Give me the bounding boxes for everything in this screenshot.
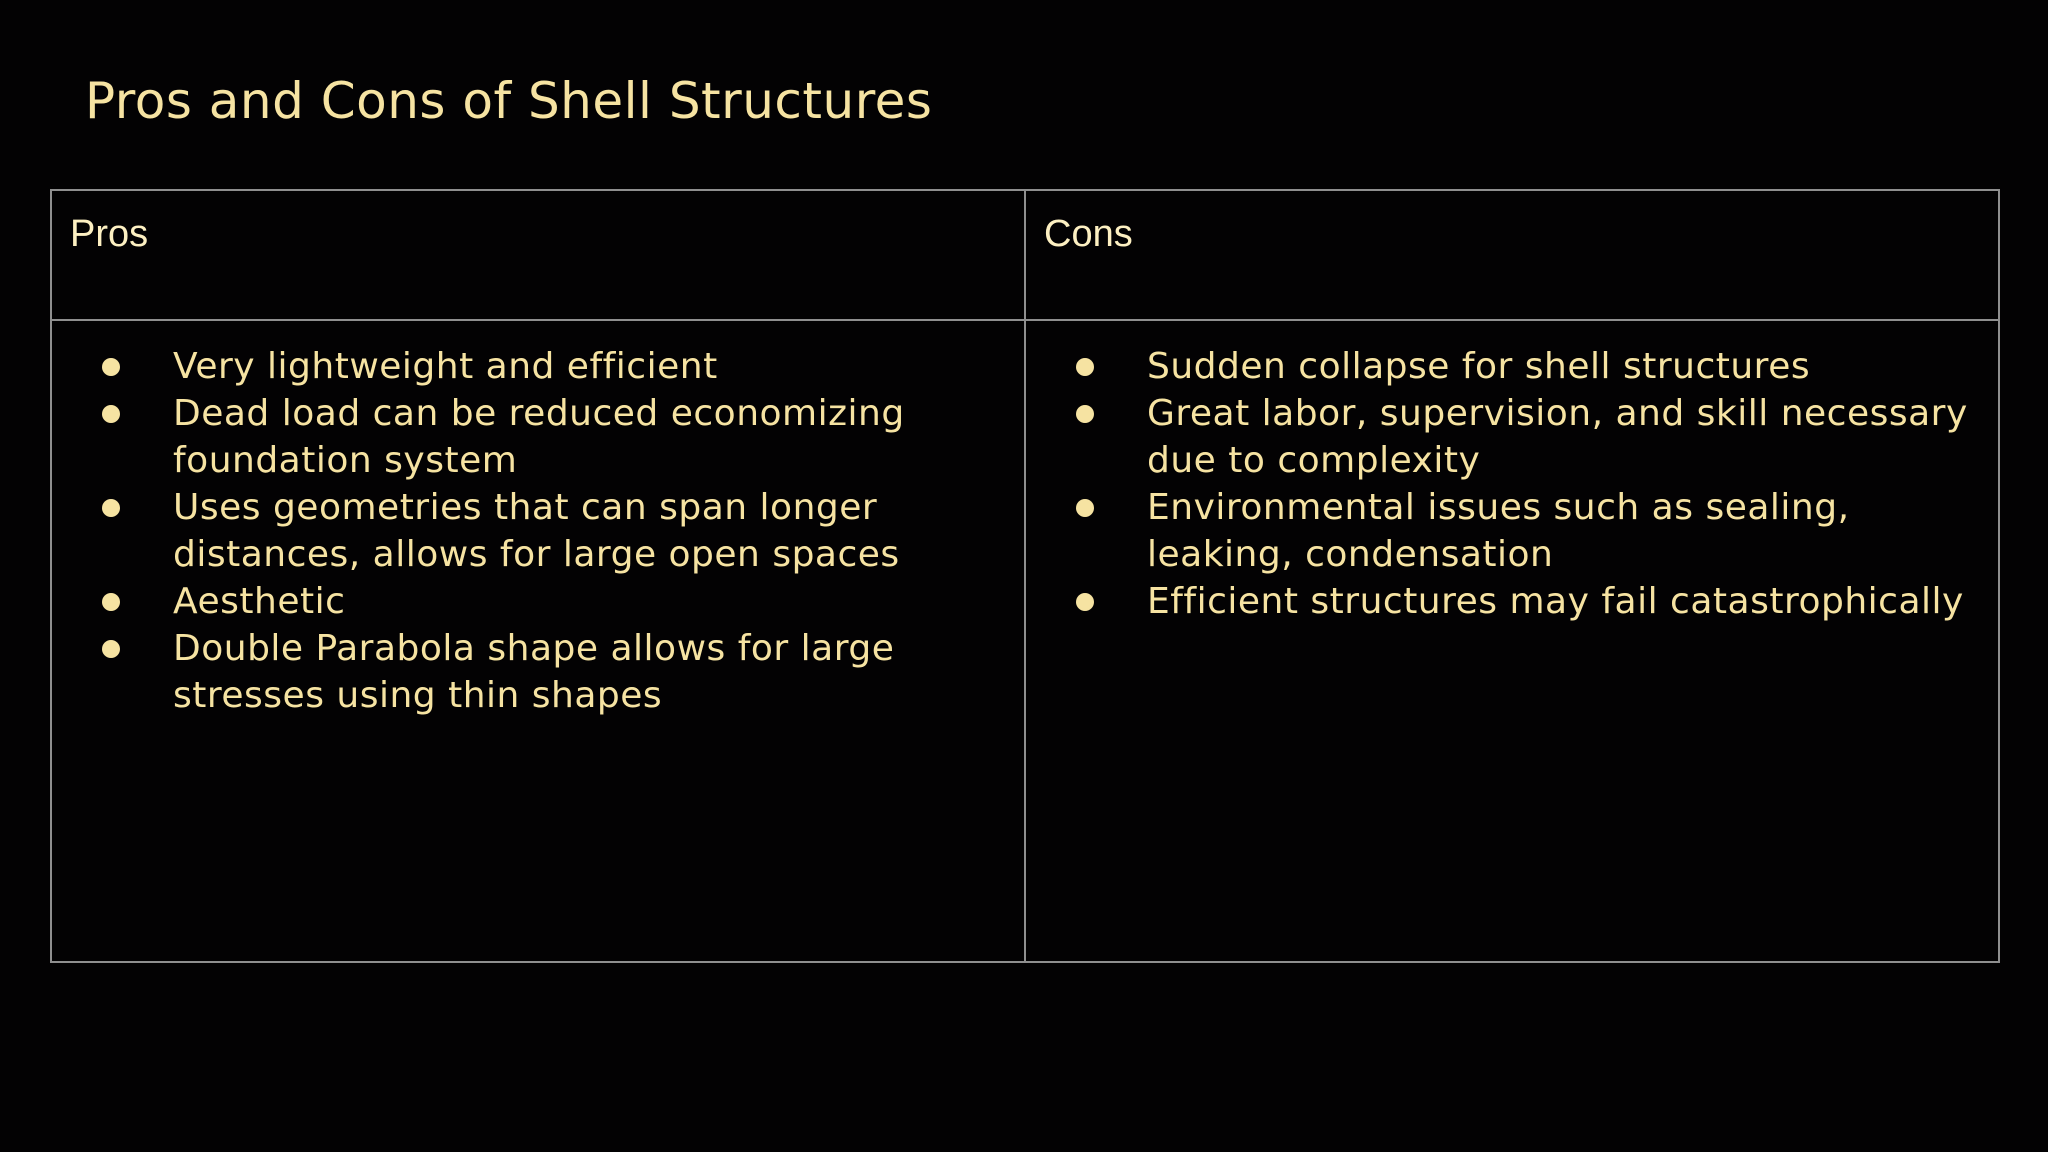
pros-item-text: Aesthetic	[173, 581, 346, 622]
pros-item-text: Dead load can be reduced economizing foundation system	[173, 393, 905, 481]
list-item	[1026, 578, 1998, 625]
bullet-icon	[102, 405, 120, 423]
table-header-row	[51, 190, 1999, 320]
cons-list	[1026, 321, 1998, 625]
bullet-icon	[102, 640, 120, 658]
cons-header: Cons	[1044, 213, 1133, 255]
cons-cell	[1025, 320, 1999, 962]
table-body-row	[51, 320, 1999, 962]
pros-cons-table	[50, 189, 2000, 963]
cons-item-text: Great labor, supervision, and skill necessary due to complexity	[1147, 393, 1968, 481]
bullet-icon	[102, 358, 120, 376]
pros-header: Pros	[70, 213, 149, 255]
list-item	[52, 343, 1024, 390]
list-item	[52, 484, 1024, 578]
bullet-icon	[102, 593, 120, 611]
list-item	[52, 625, 1024, 719]
cons-item-text: Environmental issues such as sealing, leaking, condensation	[1147, 487, 1850, 575]
cons-header-cell	[1025, 190, 1999, 320]
pros-header-cell	[51, 190, 1025, 320]
pros-list	[52, 321, 1024, 719]
bullet-icon	[102, 499, 120, 517]
bullet-icon	[1076, 593, 1094, 611]
list-item	[1026, 343, 1998, 390]
pros-item-text: Double Parabola shape allows for large stresses using thin shapes	[173, 628, 895, 716]
pros-item-text: Very lightweight and efficient	[173, 346, 718, 387]
list-item	[1026, 390, 1998, 484]
cons-item-text: Efficient structures may fail catastrophically	[1147, 581, 1964, 622]
bullet-icon	[1076, 405, 1094, 423]
cons-item-text: Sudden collapse for shell structures	[1147, 346, 1811, 387]
pros-cell	[51, 320, 1025, 962]
list-item	[52, 390, 1024, 484]
bullet-icon	[1076, 499, 1094, 517]
bullet-icon	[1076, 358, 1094, 376]
slide-title: Pros and Cons of Shell Structures	[85, 72, 933, 130]
list-item	[52, 578, 1024, 625]
list-item	[1026, 484, 1998, 578]
pros-item-text: Uses geometries that can span longer distances, allows for large open spaces	[173, 487, 900, 575]
